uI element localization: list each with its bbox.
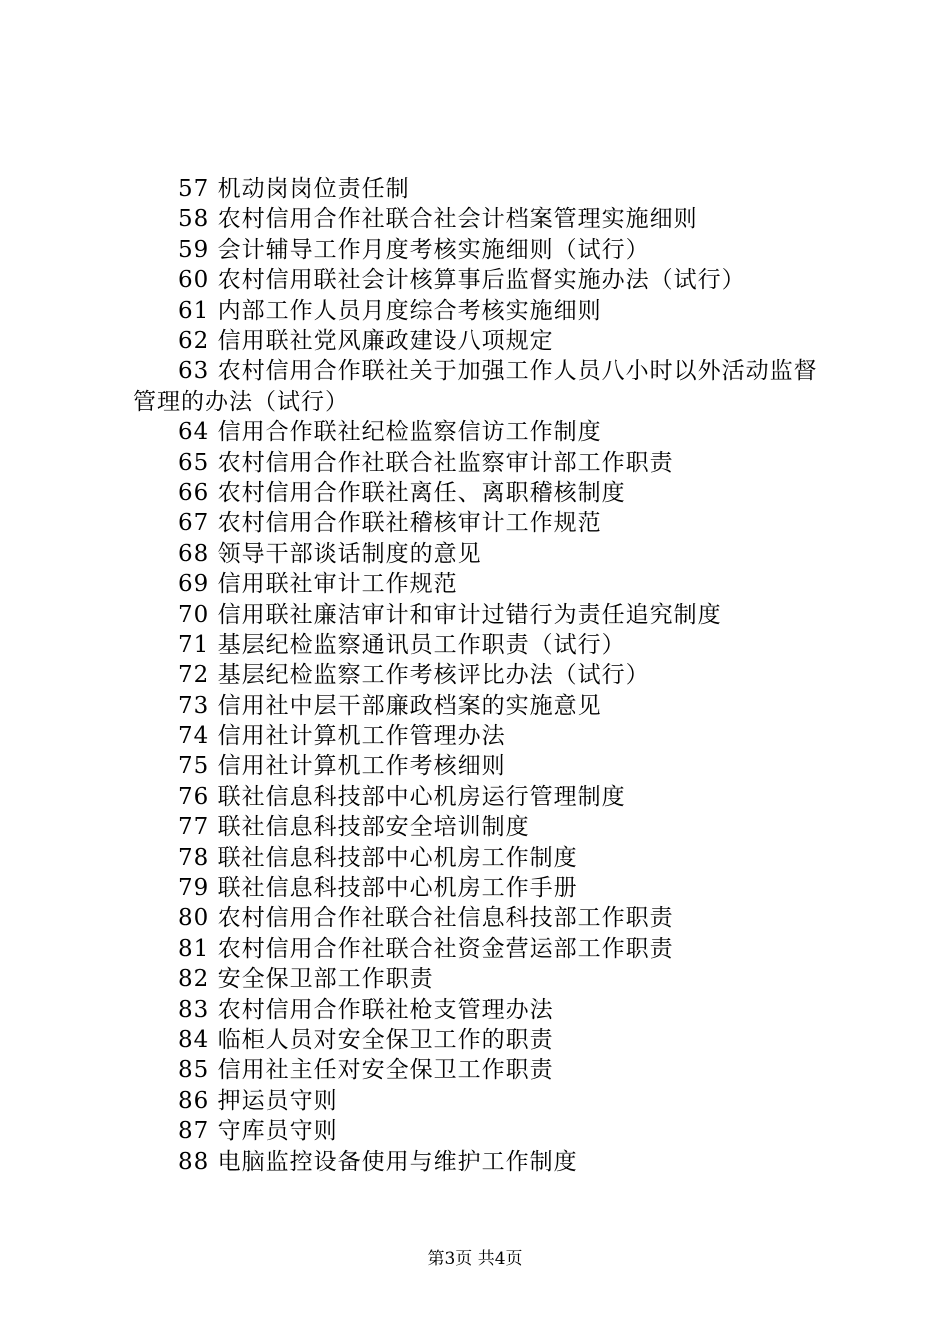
list-item: 61 内部工作人员月度综合考核实施细则 xyxy=(178,297,602,324)
list-item: 79 联社信息科技部中心机房工作手册 xyxy=(178,875,578,902)
list-item: 82 安全保卫部工作职责 xyxy=(178,966,434,993)
page-number-footer: 第3页 共4页 xyxy=(427,1249,523,1269)
list-item: 67 农村信用合作联社稽核审计工作规范 xyxy=(178,510,602,537)
list-item: 85 信用社主任对安全保卫工作职责 xyxy=(178,1057,554,1084)
list-item: 76 联社信息科技部中心机房运行管理制度 xyxy=(178,783,626,810)
list-item: 72 基层纪检监察工作考核评比办法（试行） xyxy=(178,662,650,689)
list-item: 75 信用社计算机工作考核细则 xyxy=(178,753,506,780)
list-item: 68 领导干部谈话制度的意见 xyxy=(178,540,482,567)
list-item: 87 守库员守则 xyxy=(178,1118,338,1145)
list-item: 78 联社信息科技部中心机房工作制度 xyxy=(178,844,578,871)
list-item: 70 信用联社廉洁审计和审计过错行为责任追究制度 xyxy=(178,601,722,628)
list-item: 74 信用社计算机工作管理办法 xyxy=(178,723,506,750)
list-item: 88 电脑监控设备使用与维护工作制度 xyxy=(178,1148,578,1175)
list-item: 64 信用合作联社纪检监察信访工作制度 xyxy=(178,419,602,446)
list-item: 80 农村信用合作社联合社信息科技部工作职责 xyxy=(178,905,674,932)
list-item: 81 农村信用合作社联合社资金营运部工作职责 xyxy=(178,935,674,962)
list-item: 86 押运员守则 xyxy=(178,1087,338,1114)
list-item: 73 信用社中层干部廉政档案的实施意见 xyxy=(178,692,602,719)
list-item: 77 联社信息科技部安全培训制度 xyxy=(178,814,530,841)
list-item: 58 农村信用合作社联合社会计档案管理实施细则 xyxy=(178,206,698,233)
list-item: 62 信用联社党风廉政建设八项规定 xyxy=(178,327,554,354)
document-body xyxy=(133,174,833,1177)
list-item: 65 农村信用合作社联合社监察审计部工作职责 xyxy=(178,449,674,476)
list-item: 57 机动岗岗位责任制 xyxy=(178,176,410,202)
list-item: 71 基层纪检监察通讯员工作职责（试行） xyxy=(178,631,626,658)
list-item: 66 农村信用合作联社离任、离职稽核制度 xyxy=(178,479,626,506)
list-item: 83 农村信用合作联社枪支管理办法 xyxy=(178,996,554,1023)
list-item: 69 信用联社审计工作规范 xyxy=(178,571,458,598)
list-item: 60 农村信用联社会计核算事后监督实施办法（试行） xyxy=(178,267,746,294)
list-item: 84 临柜人员对安全保卫工作的职责 xyxy=(178,1026,554,1053)
list-item: 59 会计辅导工作月度考核实施细则（试行） xyxy=(178,236,650,263)
list-item: 63 农村信用合作联社关于加强工作人员八小时以外活动监督管理的办法（试行） xyxy=(133,358,818,415)
